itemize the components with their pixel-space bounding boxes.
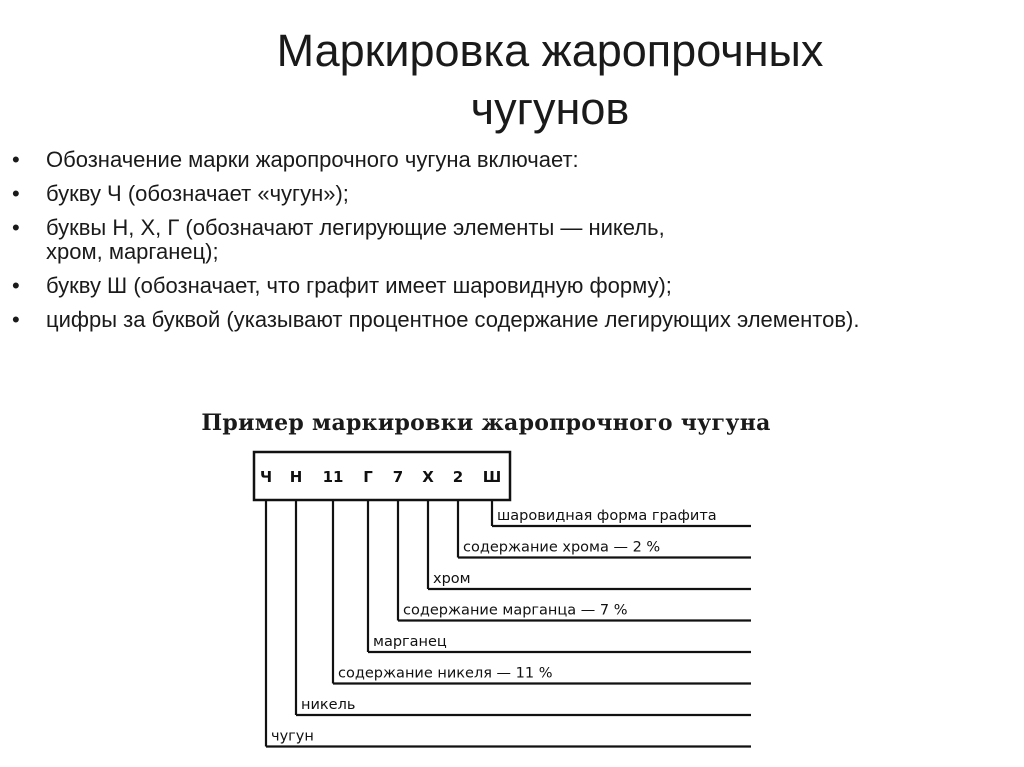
bullet-dot-icon: • xyxy=(12,147,20,172)
bullet-item xyxy=(12,308,892,332)
bullet-item xyxy=(12,182,892,206)
bullet-dot-icon: • xyxy=(12,215,20,240)
callout-label: содержание марганца — 7 % xyxy=(403,602,628,619)
bullet-dot-icon: • xyxy=(12,307,20,332)
code-char: 7 xyxy=(392,468,404,486)
slide-title xyxy=(170,22,930,138)
bullet-text: Обозначение марки жаропрочного чугуна включает: xyxy=(46,147,579,172)
slide-title-line1: Маркировка жаропрочных xyxy=(276,25,824,76)
code-char: Г xyxy=(363,468,373,486)
callout-label: чугун xyxy=(271,728,314,745)
marking-diagram-svg xyxy=(176,408,796,767)
bullet-text: букву Ч (обозначает «чугун»); xyxy=(46,181,349,206)
callout-label: хром xyxy=(433,571,471,587)
slide-title-line2: чугунов xyxy=(470,83,630,134)
bullet-text: цифры за буквой (указывают процентное содержание легирующих элементов). xyxy=(46,307,860,332)
code-char: Ч xyxy=(259,468,273,486)
bullet-list xyxy=(12,148,892,342)
bullet-item xyxy=(12,148,892,172)
code-char: Ш xyxy=(482,468,502,486)
bullet-dot-icon: • xyxy=(12,181,20,206)
callout-label: марганец xyxy=(373,634,447,650)
callout-label: содержание хрома — 2 % xyxy=(463,539,661,556)
bullet-text: букву Ш (обозначает, что графит имеет шаровидную форму); xyxy=(46,273,672,298)
marking-diagram xyxy=(176,408,796,767)
callout-label: содержание никеля — 11 % xyxy=(338,665,553,682)
bullet-dot-icon: • xyxy=(12,273,20,298)
bullet-item xyxy=(12,274,892,298)
code-char: 11 xyxy=(322,468,344,486)
bullet-item xyxy=(12,216,892,264)
callout-label: никель xyxy=(301,697,356,713)
code-char: Х xyxy=(422,468,434,486)
callout-label: шаровидная форма графита xyxy=(497,508,717,524)
code-char: 2 xyxy=(452,468,464,486)
diagram-title: Пример маркировки жаропрочного чугуна xyxy=(201,410,771,436)
bullet-text: буквы Н, Х, Г (обозначают легирующие элементы — никель, хром, марганец); xyxy=(46,215,665,264)
code-char: Н xyxy=(289,468,303,486)
